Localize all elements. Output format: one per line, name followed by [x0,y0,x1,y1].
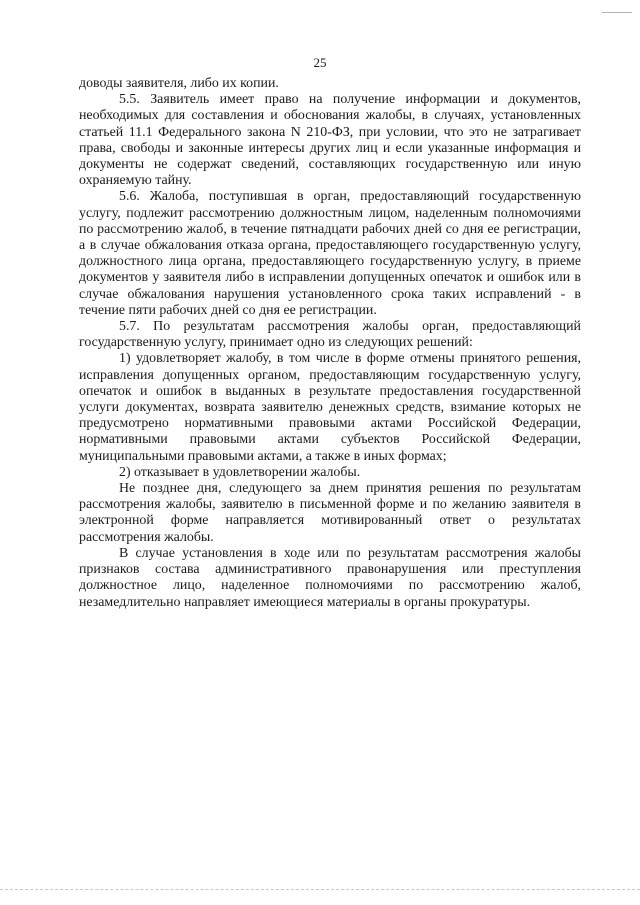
paragraph-5-7: 5.7. По результатам рассмотрения жалобы орган, предоставляющий государственную услугу, принимает одно из следующих решений: [79,319,581,351]
page-number: 25 [313,55,327,70]
paragraph-prosecution: В случае установления в ходе или по результатам рассмотрения жалобы признаков состава административного правонарушения или преступления должностное лицо, наделенное полномочиями по рассмотрению жалоб, незамедлительно направляет имеющиеся материалы в органы прокуратуры. [79,545,581,610]
scan-artifact-bottom [0,889,640,891]
paragraph-5-5: 5.5. Заявитель имеет право на получение информации и документов, необходимых для составления и обоснования жалобы, в случаях, установленных статьей 11.1 Федерального закона N 210-ФЗ, при условии, что это не затрагивает права, свободы и законные интересы других лиц и если указанные информация и документы не содержат сведений, составляющих государственную или иную охраняемую тайну. [79,92,581,189]
paragraph-decision-1: 1) удовлетворяет жалобу, в том числе в форме отмены принятого решения, исправления допущенных органом, предоставляющим государственную услугу, опечаток и ошибок в выданных в результате предоставления государственной услуги документах, возврата заявителю денежных средств, взимание которых не предусмотрено нормативными правовыми актами Российской Федерации, нормативными правовыми актами субъектов Российской Федерации, муниципальными правовыми актами, а также в иных формах; [79,351,581,464]
paragraph-continuation: доводы заявителя, либо их копии. [79,76,279,91]
paragraph-5-6: 5.6. Жалоба, поступившая в орган, предоставляющий государственную услугу, подлежит рассмотрению должностным лицом, наделенным полномочиями по рассмотрению жалоб, в течение пятнадцати рабочих дней со дня ее регистрации, а в случае обжалования отказа органа, предоставляющего государственную услугу, должностного лица органа, предоставляющего государственную услугу, в приеме документов у заявителя либо в исправлении допущенных опечаток и ошибок или в случае обжалования нарушения установленного срока таких исправлений - в течение пяти рабочих дней со дня ее регистрации. [79,189,581,318]
paragraph-decision-2: 2) отказывает в удовлетворении жалобы. [119,464,361,480]
document-body [79,76,581,611]
scan-artifact-top [602,12,632,13]
paragraph-response-deadline: Не позднее дня, следующего за днем принятия решения по результатам рассмотрения жалобы, заявителю в письменной форме и по желанию заявителя в электронной форме направляется мотивированный ответ о результатах рассмотрения жалобы. [79,481,581,545]
